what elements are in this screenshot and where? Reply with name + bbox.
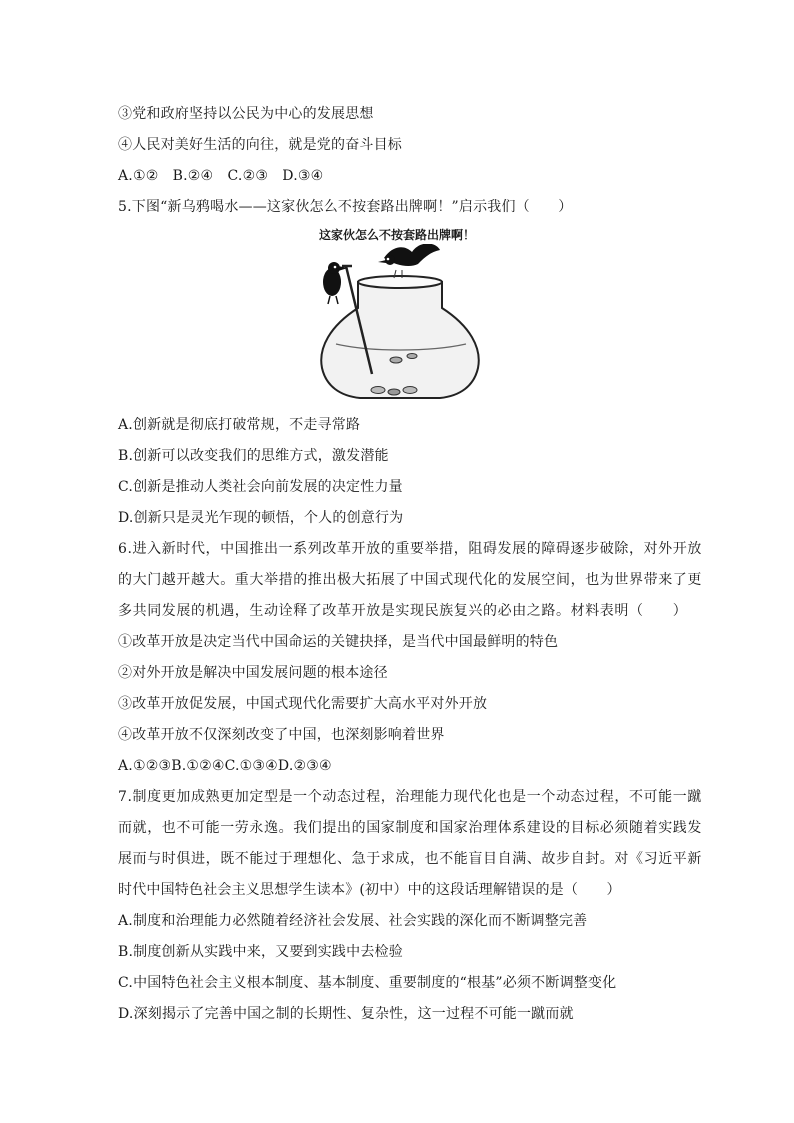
q7-stem-line-4: 时代中国特色社会主义思想学生读本》(初中）中的这段话理解错误的是（ ）: [118, 882, 621, 898]
q7-option-c: C.中国特色社会主义根本制度、基本制度、重要制度的“根基”必须不断调整变化: [118, 975, 617, 991]
q7-option-d: D.深刻揭示了完善中国之制的长期性、复杂性，这一过程不可能一蹴而就: [118, 1006, 574, 1022]
q5-option-a: A.创新就是彻底打破常规，不走寻常路: [118, 417, 361, 433]
cartoon-caption: 这家伙怎么不按套路出牌啊！: [318, 228, 475, 242]
q6-stem-line-3: 多共同发展的机遇，生动诠释了改革开放是实现民族复兴的必由之路。材料表明（ ）: [118, 603, 688, 619]
q7-stem-line-2: 而就，也不可能一劳永逸。我们提出的国家制度和国家治理体系建设的目标必须随着实践发: [118, 820, 702, 836]
crow-drinking-water-cartoon: [300, 244, 500, 404]
q7-option-b: B.制度创新从实践中来，又要到实践中去检验: [118, 944, 403, 960]
q6-statement-1: ①改革开放是决定当代中国命运的关键抉择，是当代中国最鲜明的特色: [118, 634, 559, 650]
q7-option-a: A.制度和治理能力必然随着经济社会发展、社会实践的深化而不断调整完善: [118, 913, 588, 929]
q5-option-c: C.创新是推动人类社会向前发展的决定性力量: [118, 479, 403, 495]
q5-option-d: D.创新只是灵光乍现的顿悟，个人的创意行为: [118, 510, 404, 526]
q6-statement-2: ②对外开放是解决中国发展问题的根本途径: [118, 665, 388, 681]
question-5-stem: 5.下图“新乌鸦喝水——这家伙怎么不按套路出牌啊！”启示我们（ ）: [118, 199, 573, 215]
q5-option-b: B.创新可以改变我们的思维方式，激发潜能: [118, 448, 389, 464]
answer-choices-q4: A.①② B.②④ C.②③ D.③④: [118, 168, 324, 184]
option-4-text: ④人民对美好生活的向往，就是党的奋斗目标: [118, 137, 402, 153]
q6-stem-line-2: 的大门越开越大。重大举措的推出极大拓展了中国式现代化的发展空间，也为世界带来了更: [118, 572, 702, 588]
q7-stem-line-3: 展而与时俱进，既不能过于理想化、急于求成，也不能盲目自满、故步自封。对《习近平新: [118, 851, 702, 867]
option-3-text: ③党和政府坚持以公民为中心的发展思想: [118, 106, 374, 122]
q6-answer-choices: A.①②③B.①②④C.①③④D.②③④: [118, 758, 332, 774]
q6-stem-line-1: 6.进入新时代，中国推出一系列改革开放的重要举措，阻碍发展的障碍逐步破除，对外开放: [118, 541, 702, 557]
q6-statement-3: ③改革开放促发展，中国式现代化需要扩大高水平对外开放: [118, 696, 488, 712]
q6-statement-4: ④改革开放不仅深刻改变了中国，也深刻影响着世界: [118, 727, 445, 743]
q7-stem-line-1: 7.制度更加成熟更加定型是一个动态过程，治理能力现代化也是一个动态过程，不可能一蹴: [118, 789, 702, 805]
